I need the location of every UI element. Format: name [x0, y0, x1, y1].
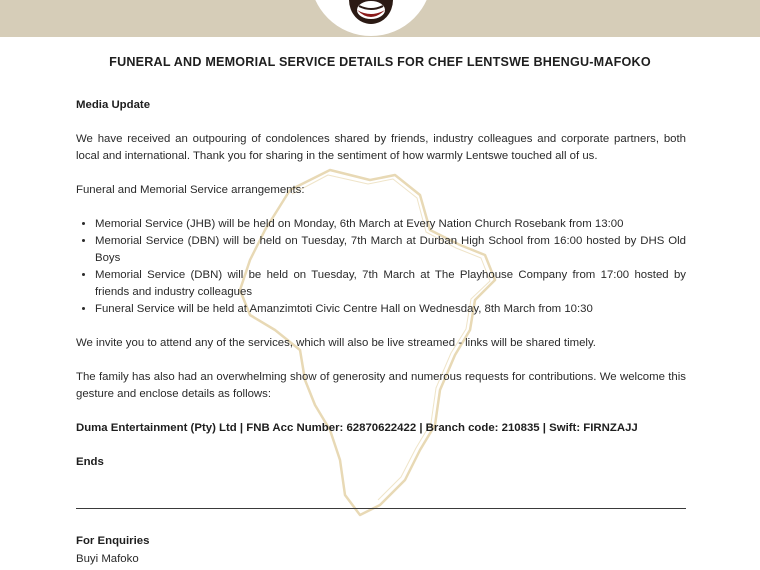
divider	[76, 508, 686, 509]
media-update-label: Media Update	[76, 99, 151, 111]
page-title: FUNERAL AND MEMORIAL SERVICE DETAILS FOR CHEF LENTSWE BHENGU-MAFOKO	[109, 55, 651, 69]
bank-details: Duma Entertainment (Pty) Ltd | FNB Acc Number: 62870622422 | Branch code: 210835 | Swift: FIRNZAJJ	[76, 422, 638, 434]
list-item: • Funeral Service will be held at Amanzimtoti Civic Centre Hall on Wednesday, 8th March from 10:30	[95, 301, 686, 318]
arrangements-heading: Funeral and Memorial Service arrangements:	[76, 184, 305, 196]
list-item: • Memorial Service (DBN) will be held on Tuesday, 7th March at The Playhouse Company from 17:00 hosted by friends and industry colleagues	[95, 267, 686, 301]
list-item: • Memorial Service (DBN) will be held on Tuesday, 7th March at Durban High School from 16:00 hosted by DHS Old Boys	[95, 233, 686, 267]
smiling-face-icon	[310, 0, 432, 36]
enquiries-title: For Enquiries	[76, 535, 150, 547]
family-paragraph: The family has also had an overwhelming show of generosity and numerous requests for contributions. We welcome this gesture and enclose details as follows:	[76, 371, 686, 400]
logo	[310, 0, 432, 36]
document-body	[76, 97, 686, 488]
enquiries-name: Buyi Mafoko	[76, 553, 139, 565]
services-list	[76, 216, 686, 318]
ends-label: Ends	[76, 456, 104, 468]
intro-paragraph: We have received an outpouring of condolences shared by friends, industry colleagues and corporate partners, both local and international. Thank you for sharing in the sentiment of how warmly Lentswe touched all of us.	[76, 133, 686, 162]
invite-paragraph: We invite you to attend any of the services, which will also be live streamed - links will be shared timely.	[76, 337, 596, 349]
list-item: • Memorial Service (JHB) will be held on Monday, 6th March at Every Nation Church Rosebank from 13:00	[95, 216, 686, 233]
